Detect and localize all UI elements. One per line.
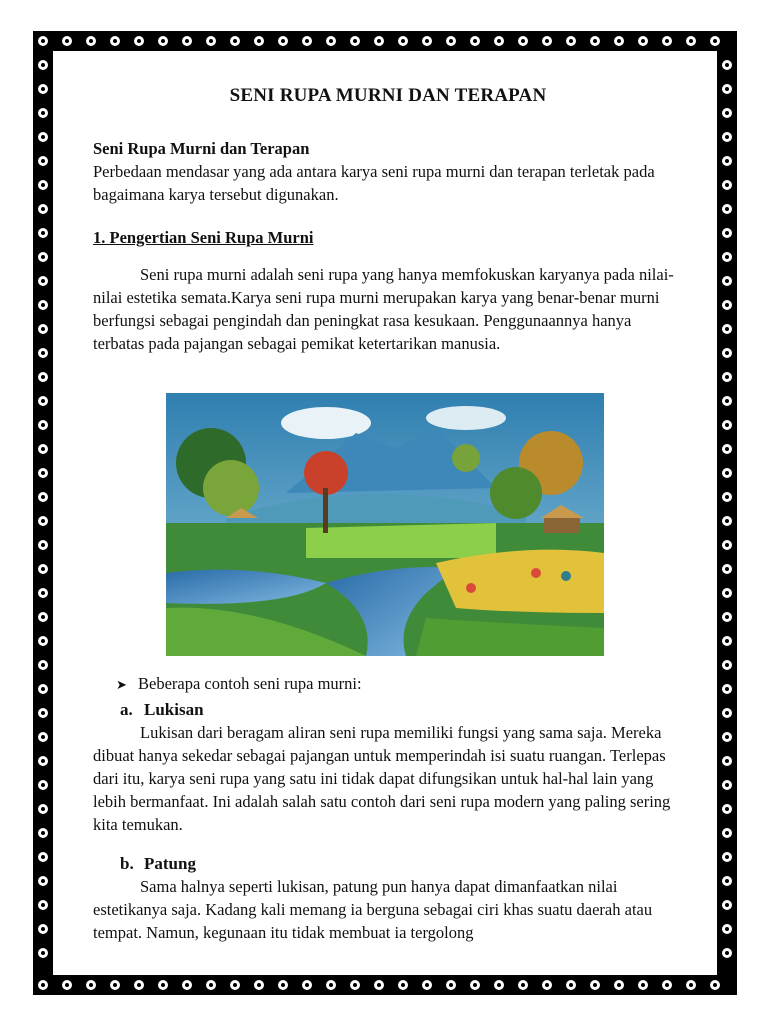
document-body — [93, 84, 683, 944]
page-title: SENI RUPA MURNI DAN TERAPAN — [229, 85, 547, 106]
item-b-letter: b. — [120, 854, 134, 873]
item-a-letter: a. — [120, 700, 133, 719]
section-paragraph: Seni rupa murni adalah seni rupa yang hanya memfokuskan karyanya pada nilai-nilai estetika semata.Karya seni rupa murni merupakan karya yang benar-benar murni berfungsi sebagai pengindah dan peningkat rasa kesukaan. Penggunaannya hanya terbatas pada pajangan sebagai pemikat ketertarikan manusia. — [93, 265, 674, 353]
intro-paragraph: Perbedaan mendasar yang ada antara karya seni rupa murni dan terapan terletak pada bagaimana karya tersebut digunakan. — [93, 162, 655, 204]
section-heading-pengertian: 1. Pengertian Seni Rupa Murni — [93, 228, 314, 247]
item-a-heading — [120, 698, 683, 721]
intro-heading: Seni Rupa Murni dan Terapan — [93, 139, 310, 158]
examples-bullet-text: Beberapa contoh seni rupa murni: — [138, 674, 362, 693]
examples-bullet — [116, 672, 683, 696]
item-b-heading — [120, 852, 683, 875]
arrow-bullet-icon: ➤ — [116, 677, 127, 692]
item-b-paragraph: Sama halnya seperti lukisan, patung pun hanya dapat dimanfaatkan nilai estetikanya saja. Kadang kali memang ia berguna sebagai ciri khas suatu daerah atau tempat. Namun, kegunaan itu tidak membuat ia tergolong — [93, 877, 653, 942]
landscape-painting — [166, 393, 604, 656]
item-b-label: Patung — [144, 854, 196, 873]
item-a-label: Lukisan — [144, 700, 204, 719]
item-a-paragraph: Lukisan dari beragam aliran seni rupa memiliki fungsi yang sama saja. Mereka dibuat hanya sekedar sebagai pajangan untuk memperindah isi suatu ruangan. Terlepas dari itu, karya seni rupa yang satu ini tidak dapat difungsikan untuk hal-hal lain yang lebih bermanfaat. Ini adalah salah satu contoh dari seni rupa modern yang paling sering kita temukan. — [93, 723, 671, 834]
